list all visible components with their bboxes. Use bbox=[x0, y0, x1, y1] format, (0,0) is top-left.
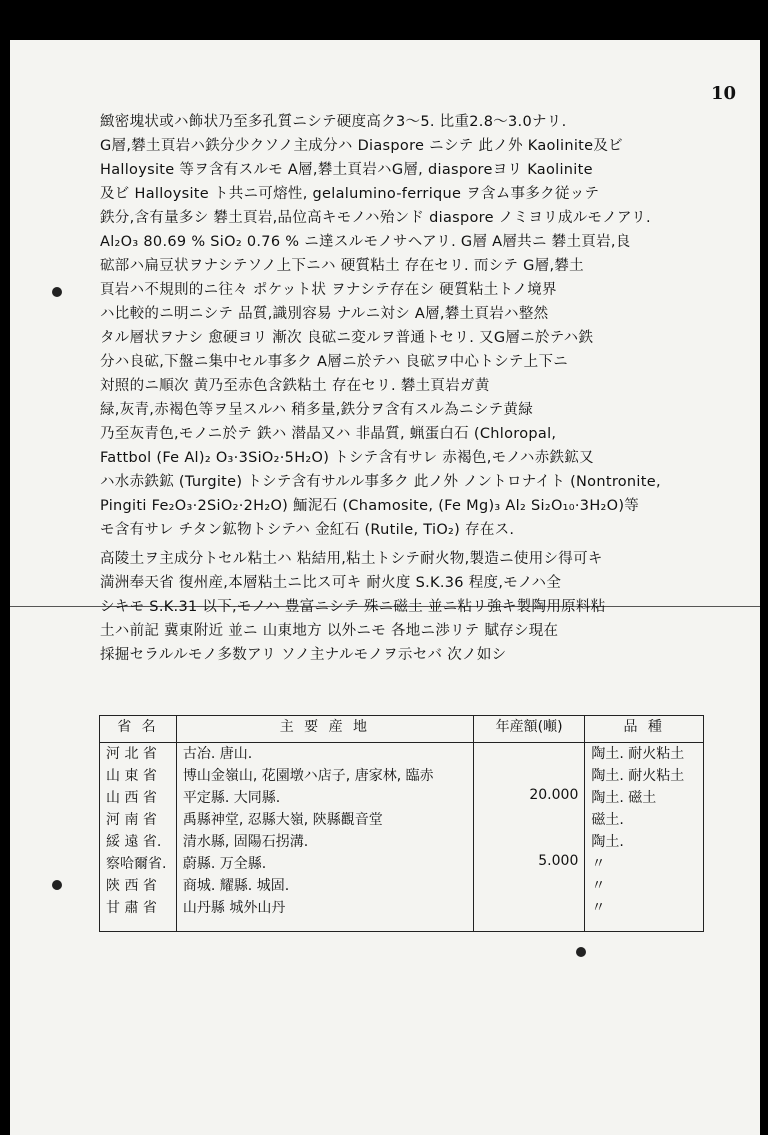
text-line: 高陵土ヲ主成分トセル粘土ハ 粘結用,粘土トシテ耐火物,製造ニ使用シ得可キ bbox=[100, 551, 603, 567]
text-line: 満洲奉天省 復州産,本層粘土ニ比ス可キ 耐火度 S.K.36 程度,モノハ全 bbox=[100, 575, 562, 591]
text-line: 乃至灰青色,モノニ於テ 鉄ハ 潜晶又ハ 非晶質, 蝋蛋白石 (Chloropal, bbox=[100, 426, 557, 442]
text-line: 及ビ Halloysite ト共ニ可熔性, gelalumino-ferrique ヲ含ム事多ク従ッテ bbox=[100, 186, 600, 202]
cell-variety: 陶土. 耐火粘土 bbox=[585, 743, 704, 766]
text-line: モ含有サレ チタン鉱物トシテハ 金紅石 (Rutile, TiO₂) 存在ス. bbox=[100, 522, 515, 538]
text-line: Al₂O₃ 80.69 % SiO₂ 0.76 % ニ達スルモノサヘアリ. G層 A層共ニ 礬土頁岩,良 bbox=[100, 234, 631, 250]
text-line: ハ比較的ニ明ニシテ 品質,識別容易 ナルニ対シ A層,礬土頁岩ハ整然 bbox=[100, 306, 549, 322]
cell-variety: 陶土. bbox=[585, 831, 704, 853]
table-row bbox=[100, 875, 704, 897]
cell-output bbox=[473, 897, 584, 932]
cell-variety: 〃 bbox=[585, 897, 704, 932]
cell-output: 20.000 bbox=[473, 787, 584, 809]
text-line: 緻密塊状或ハ飾状乃至多孔質ニシテ硬度高ク3～5. 比重2.8～3.0ナリ. bbox=[100, 114, 567, 130]
text-line: 鉄分,含有量多シ 礬土頁岩,品位高キモノハ殆ンド diaspore ノミヨリ成ルモノアリ. bbox=[100, 210, 651, 226]
cell-variety: 陶土. 耐火粘土 bbox=[585, 765, 704, 787]
table-row bbox=[100, 853, 704, 875]
cell-locality: 山丹縣 城外山丹 bbox=[176, 897, 473, 932]
cell-province: 察哈爾省. bbox=[100, 853, 177, 875]
cell-locality: 平定縣. 大同縣. bbox=[176, 787, 473, 809]
cell-locality: 清水縣, 固陽石拐溝. bbox=[176, 831, 473, 853]
cell-output: 5.000 bbox=[473, 853, 584, 875]
header-locality: 主 要 産 地 bbox=[176, 716, 473, 743]
table-row bbox=[100, 809, 704, 831]
cell-output bbox=[473, 875, 584, 897]
text-line: タル層状ヲナシ 愈硬ヨリ 漸次 良砿ニ変ルヲ普通トセリ. 又G層ニ於テハ鉄 bbox=[100, 330, 594, 346]
cell-locality: 博山金嶺山, 花園墩ハ店子, 唐家林, 臨赤 bbox=[176, 765, 473, 787]
punch-hole bbox=[576, 947, 586, 957]
table-row bbox=[100, 765, 704, 787]
cell-output bbox=[473, 809, 584, 831]
header-variety: 品 種 bbox=[585, 716, 704, 743]
table-header-row bbox=[100, 716, 704, 743]
table-row bbox=[100, 897, 704, 932]
text-line: 頁岩ハ不規則的ニ往々 ポケット状 ヲナシテ存在シ 硬質粘土トノ境界 bbox=[100, 282, 557, 298]
text-line: 分ハ良砿,下盤ニ集中セル事多ク A層ニ於テハ 良砿ヲ中心トシテ上下ニ bbox=[100, 354, 569, 370]
cell-locality: 古冶. 唐山. bbox=[176, 743, 473, 766]
cell-province: 河 北 省 bbox=[100, 743, 177, 766]
cell-locality: 商城. 耀縣. 城固. bbox=[176, 875, 473, 897]
text-line: ハ水赤鉄鉱 (Turgite) トシテ含有サルル事多ク 此ノ外 ノントロナイト (Nontronite, bbox=[100, 474, 661, 490]
cell-output bbox=[473, 765, 584, 787]
cell-variety: 〃 bbox=[585, 853, 704, 875]
header-output: 年産額(噸) bbox=[473, 716, 584, 743]
cell-output bbox=[473, 831, 584, 853]
cell-output bbox=[473, 743, 584, 766]
cell-province: 山 東 省 bbox=[100, 765, 177, 787]
text-line: 緑,灰青,赤褐色等ヲ呈スルハ 稍多量,鉄分ヲ含有スル為ニシテ黄緑 bbox=[100, 402, 534, 418]
cell-variety: 陶土. 磁土 bbox=[585, 787, 704, 809]
cell-variety: 磁土. bbox=[585, 809, 704, 831]
text-line: シキモ S.K.31 以下,モノハ 豊富ニシテ 殊ニ磁土 並ニ粘リ強キ製陶用原料粘 bbox=[100, 599, 606, 615]
cell-province: 綏 遠 省. bbox=[100, 831, 177, 853]
production-table bbox=[99, 715, 704, 932]
text-line: Pingiti Fe₂O₃·2SiO₂·2H₂O) 鮞泥石 (Chamosite, (Fe Mg)₃ Al₂ Si₂O₁₀·3H₂O)等 bbox=[100, 498, 640, 514]
cell-variety: 〃 bbox=[585, 875, 704, 897]
cell-province: 陝 西 省 bbox=[100, 875, 177, 897]
text-line: 土ハ前記 冀東附近 並ニ 山東地方 以外ニモ 各地ニ渉リテ 賦存シ現在 bbox=[100, 623, 559, 639]
text-line: 採掘セラルルモノ多数アリ ソノ主ナルモノヲ示セバ 次ノ如シ bbox=[100, 647, 507, 663]
text-line: 対照的ニ順次 黄乃至赤色含鉄粘土 存在セリ. 礬土頁岩ガ黄 bbox=[100, 378, 490, 394]
cell-locality: 蔚縣. 万全縣. bbox=[176, 853, 473, 875]
text-line: G層,礬土頁岩ハ鉄分少クソノ主成分ハ Diaspore ニシテ 此ノ外 Kaolinite及ビ bbox=[100, 138, 623, 154]
table-row bbox=[100, 743, 704, 766]
table-row bbox=[100, 831, 704, 853]
cell-province: 甘 肅 省 bbox=[100, 897, 177, 932]
text-line: Fattbol (Fe Al)₂ O₃·3SiO₂·5H₂O) トシテ含有サレ 赤褐色,モノハ赤鉄鉱又 bbox=[100, 450, 594, 466]
page-number: 10 bbox=[710, 83, 736, 104]
table-row bbox=[100, 787, 704, 809]
punch-hole bbox=[52, 287, 62, 297]
cell-locality: 禹縣神堂, 忍縣大嶺, 陝縣觀音堂 bbox=[176, 809, 473, 831]
text-line: 砿部ハ扁豆状ヲナシテソノ上下ニハ 硬質粘土 存在セリ. 而シテ G層,礬土 bbox=[100, 258, 584, 274]
cell-province: 山 西 省 bbox=[100, 787, 177, 809]
cell-province: 河 南 省 bbox=[100, 809, 177, 831]
text-line: Halloysite 等ヲ含有スルモ A層,礬土頁岩ハG層, diasporeヨリ Kaolinite bbox=[100, 162, 593, 178]
punch-hole bbox=[52, 880, 62, 890]
header-province: 省 名 bbox=[100, 716, 177, 743]
